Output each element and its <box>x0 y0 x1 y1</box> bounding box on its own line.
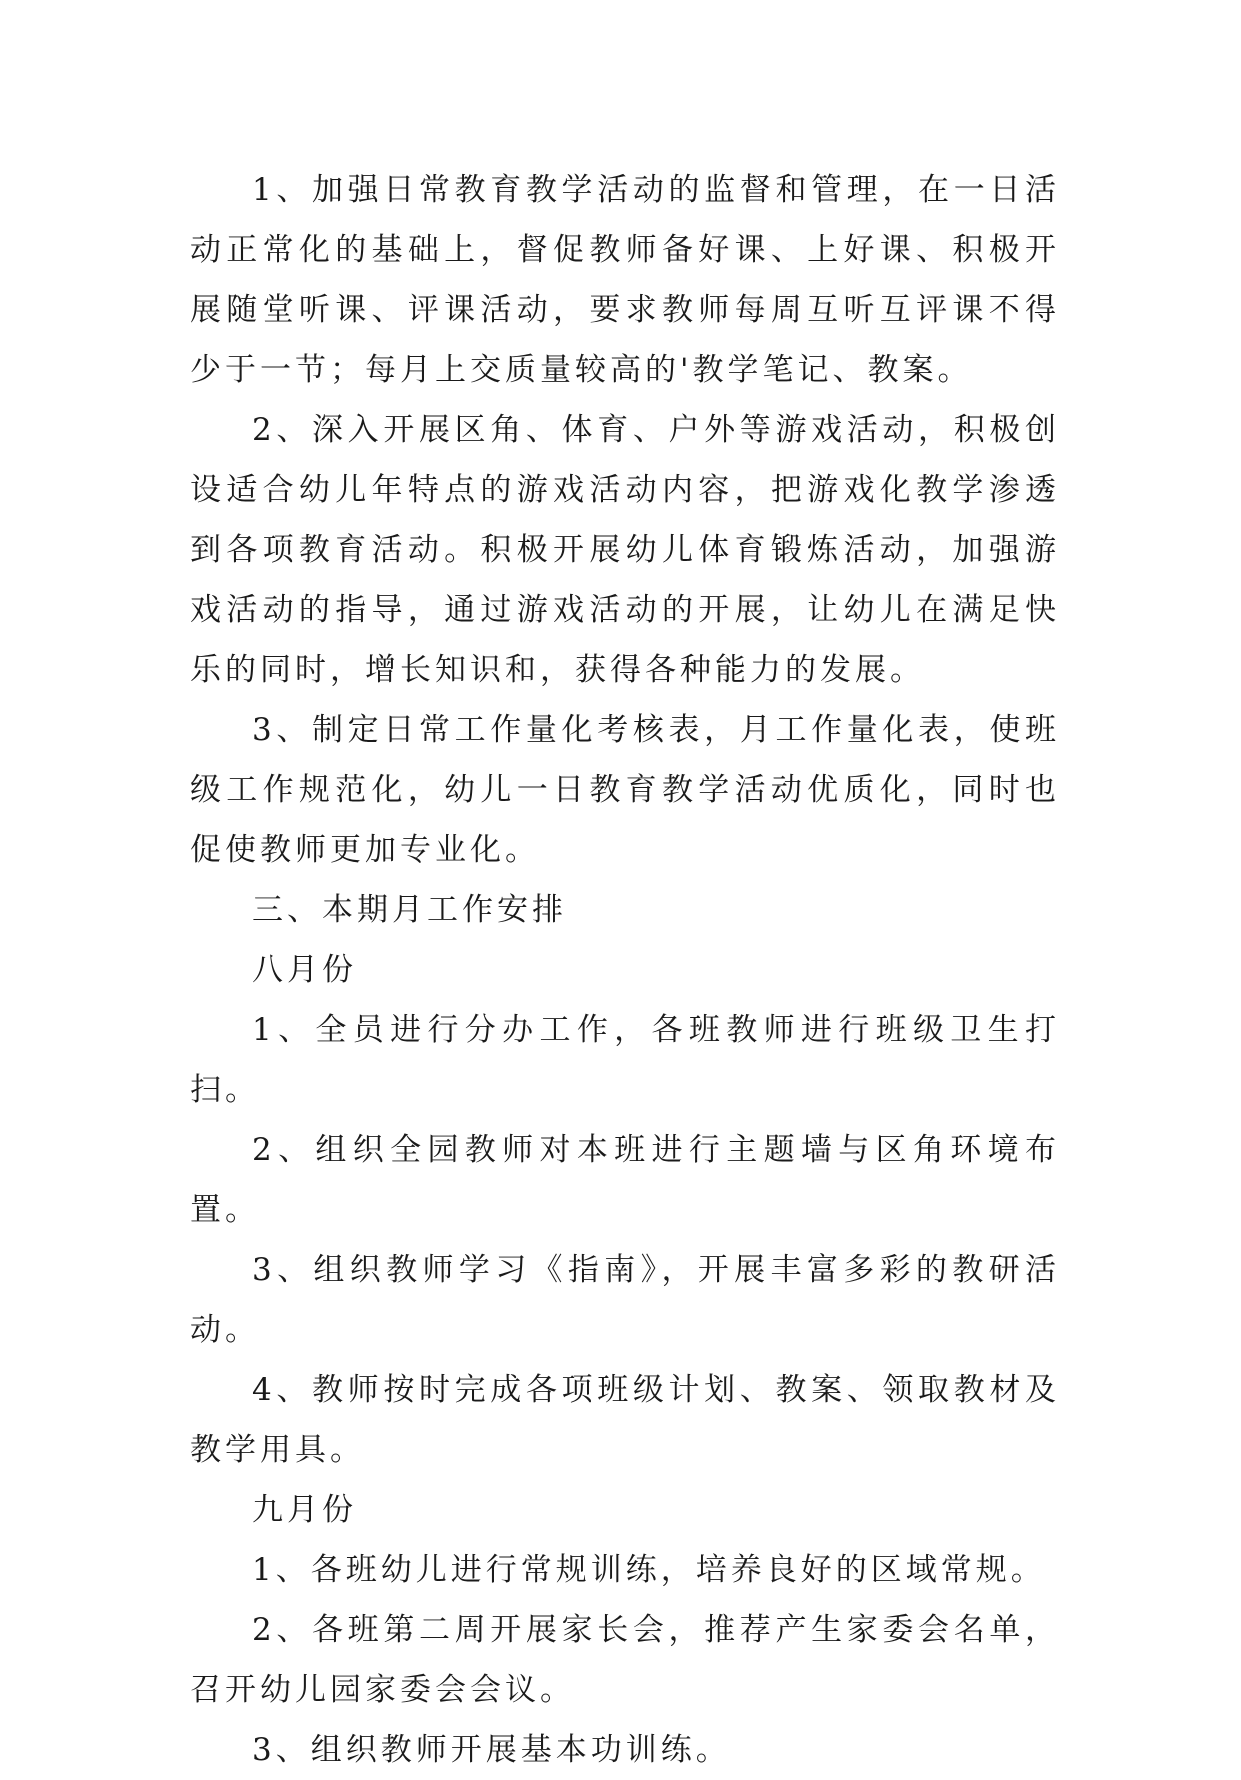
paragraph-quantified-assessment: 3、制定日常工作量化考核表，月工作量化表，使班级工作规范化，幼儿一日教育教学活动优质化，同时也促使教师更加专业化。 <box>190 712 1060 868</box>
month-heading-september: 九月份 <box>252 1492 357 1528</box>
paragraph-game-activities: 2、深入开展区角、体育、户外等游戏活动，积极创设适合幼儿年特点的游戏活动内容，把游戏化教学渗透到各项教育活动。积极开展幼儿体育锻炼活动，加强游戏活动的指导，通过游戏活动的开展，让幼儿在满足快乐的同时，增长知识和，获得各种能力的发展。 <box>190 412 1060 688</box>
september-item-2: 2、各班第二周开展家长会，推荐产生家委会名单，召开幼儿园家委会会议。 <box>190 1612 1060 1708</box>
august-item-4: 4、教师按时完成各项班级计划、教案、领取教材及教学用具。 <box>190 1372 1060 1468</box>
document-body <box>190 160 1060 1780</box>
month-heading-august: 八月份 <box>252 952 357 988</box>
august-item-2: 2、组织全园教师对本班进行主题墙与区角环境布置。 <box>190 1132 1060 1228</box>
paragraph-supervision: 1、加强日常教育教学活动的监督和管理，在一日活动正常化的基础上，督促教师备好课、上好课、积极开展随堂听课、评课活动，要求教师每周互听互评课不得少于一节；每月上交质量较高的'教学笔记、教案。 <box>190 172 1060 388</box>
august-item-3: 3、组织教师学习《指南》，开展丰富多彩的教研活动。 <box>190 1252 1060 1348</box>
september-item-1: 1、各班幼儿进行常规训练，培养良好的区域常规。 <box>252 1552 1046 1588</box>
august-item-1: 1、全员进行分办工作，各班教师进行班级卫生打扫。 <box>190 1012 1060 1108</box>
september-item-3: 3、组织教师开展基本功训练。 <box>252 1732 731 1768</box>
section-heading-monthly-schedule: 三、本期月工作安排 <box>252 892 567 928</box>
